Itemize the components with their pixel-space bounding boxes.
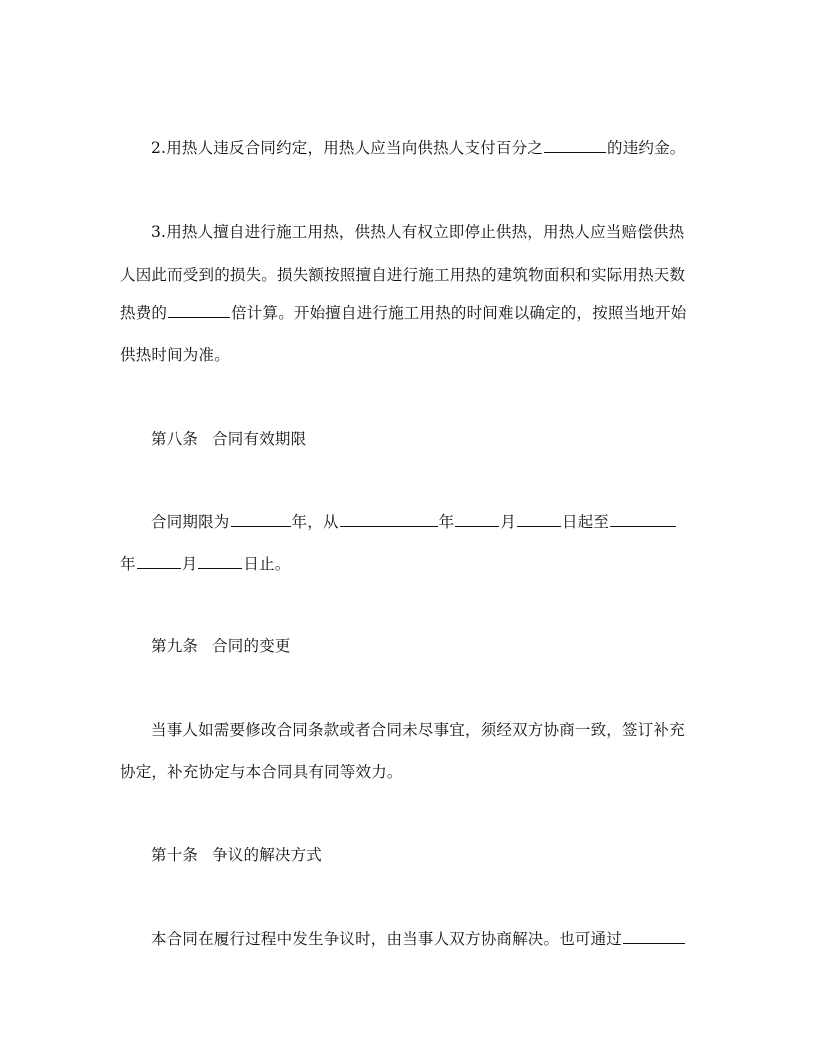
article-9-heading: 第九条 合同的变更 xyxy=(151,637,291,655)
blank-end-month[interactable] xyxy=(137,553,181,569)
paragraph-unauthorized-line-2: 人因此而受到的损失。损失额按照擅自进行施工用热的建筑物面积和实际用热天数 xyxy=(120,266,686,284)
blank-term-years[interactable] xyxy=(231,511,291,527)
paragraph-dispute-line-1: 本合同在履行过程中发生争议时，由当事人双方协商解决。也可通过 xyxy=(151,928,700,950)
blank-end-day[interactable] xyxy=(198,553,242,569)
article-10-heading: 第十条 争议的解决方式 xyxy=(151,846,323,864)
blank-start-day[interactable] xyxy=(517,511,561,527)
paragraph-penalty-percent: 2.用热人违反合同约定，用热人应当向供热人支付百分之 的违约金。 xyxy=(151,139,686,157)
blank-multiplier[interactable] xyxy=(168,302,230,318)
blank-start-month[interactable] xyxy=(455,511,499,527)
paragraph-modification-line-2: 协定，补充协定与本合同具有同等效力。 xyxy=(120,763,403,781)
paragraph-term-line-2: 年 月 日止。 xyxy=(120,555,291,573)
paragraph-unauthorized-line-4: 供热时间为准。 xyxy=(120,346,230,364)
blank-end-year[interactable] xyxy=(610,511,676,527)
blank-dispute-method[interactable] xyxy=(623,928,685,944)
blank-start-year[interactable] xyxy=(340,511,438,527)
paragraph-unauthorized-line-3: 热费的 倍计算。开始擅自进行施工用热的时间难以确定的，按照当地开始 xyxy=(120,304,687,322)
paragraph-term-line-1: 合同期限为 年，从 年 月 日起至 xyxy=(151,511,700,533)
blank-percent[interactable] xyxy=(544,137,606,153)
article-8-heading: 第八条 合同有效期限 xyxy=(151,430,307,448)
paragraph-unauthorized-line-1: 3.用热人擅自进行施工用热，供热人有权立即停止供热，用热人应当赔偿供热 xyxy=(151,223,685,241)
paragraph-modification-line-1: 当事人如需要修改合同条款或者合同未尽事宜，须经双方协商一致，签订补充 xyxy=(151,721,685,739)
